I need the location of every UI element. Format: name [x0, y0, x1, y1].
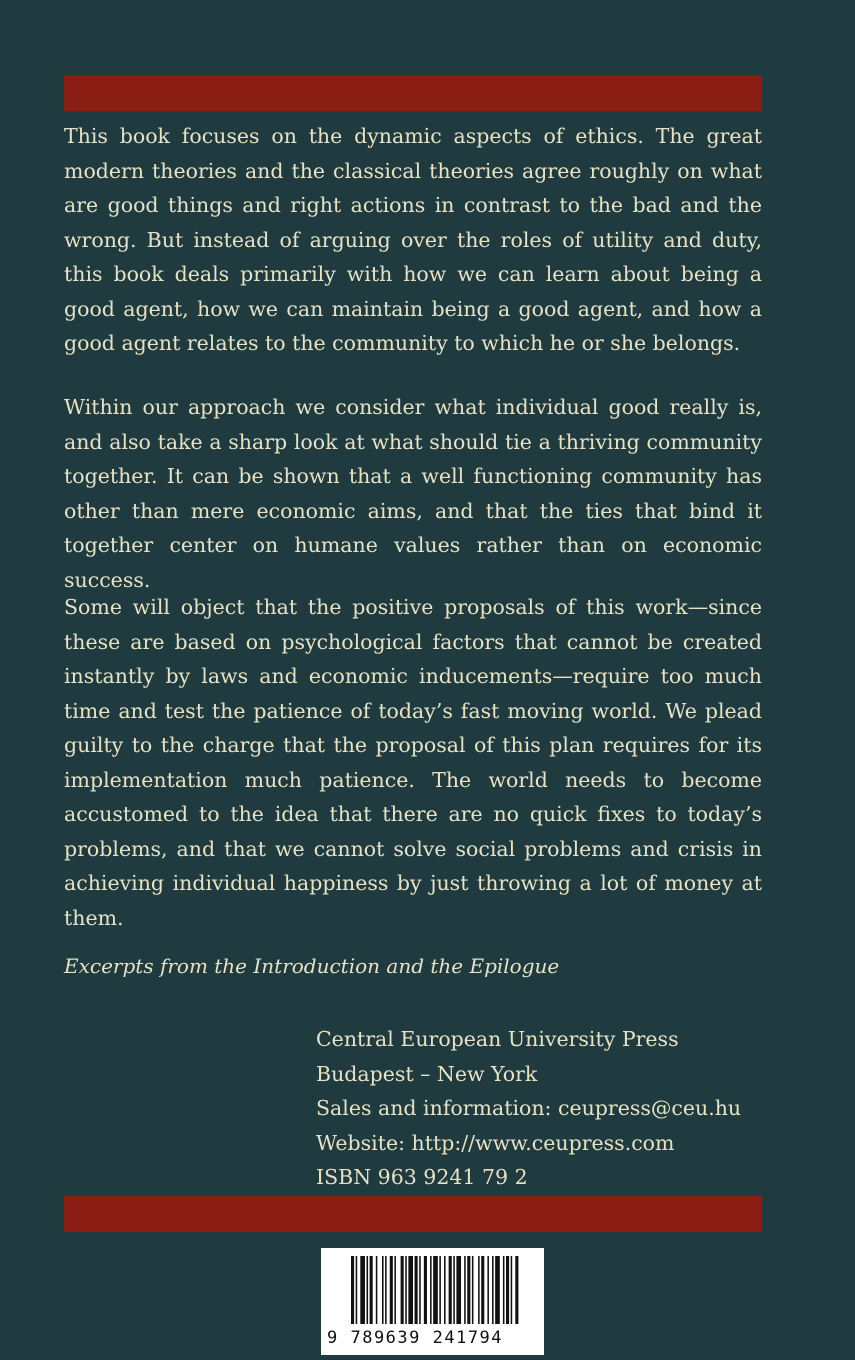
barcode-bar [515, 1256, 518, 1324]
barcode-bar [456, 1256, 461, 1324]
barcode-bar [487, 1256, 489, 1324]
barcode-bar [390, 1256, 393, 1324]
barcode-bar [433, 1256, 438, 1324]
barcode-bar [385, 1256, 387, 1324]
publisher-sales-contact: Sales and information: ceupress@ceu.hu [316, 1096, 742, 1120]
barcode-bar [408, 1256, 413, 1324]
barcode-bar [351, 1256, 354, 1324]
blurb-paragraph-2: Within our approach we consider what individual good really is, and also take a sharp look at what should tie a thriving community together. It can be shown that a well functioning community has other than mere economic aims, and that the ties that bind it together center on humane values rather than on economic success. [64, 395, 762, 592]
barcode-bar [464, 1256, 466, 1324]
barcode-bar [367, 1256, 369, 1324]
barcode-bar [360, 1256, 365, 1324]
bottom-accent-bar [64, 1196, 762, 1232]
barcode-bar [467, 1256, 470, 1324]
excerpt-note: Excerpts from the Introduction and the Epilogue [64, 954, 560, 978]
isbn: ISBN 963 9241 79 2 [316, 1165, 528, 1189]
barcode-bar [492, 1256, 494, 1324]
blurb-paragraph-1: This book focuses on the dynamic aspects of ethics. The great modern theories and the classical theories agree roughly on what are good things and right actions in contrast to the bad and the wrong. But instead of arguing over the roles of utility and duty, this book deals primarily with how we can learn about being a good agent, how we can maintain being a good agent, and how a good agent relates to the community to which he or she belongs. [64, 124, 762, 355]
barcode-bar [394, 1256, 396, 1324]
barcode-bar [472, 1256, 474, 1324]
publisher-info [316, 1022, 741, 1195]
barcode-digits: 9 789639 241794 [327, 1328, 504, 1348]
barcode-bar [444, 1256, 446, 1324]
barcode-bar [376, 1256, 378, 1324]
barcode-bar [503, 1256, 505, 1324]
barcode-bar [419, 1256, 421, 1324]
barcode-bar [370, 1256, 373, 1324]
barcode-bar [449, 1256, 452, 1324]
barcode-bar [405, 1256, 407, 1324]
top-accent-bar [64, 75, 762, 111]
barcode-bar [430, 1256, 432, 1324]
barcode [321, 1248, 544, 1355]
publisher-website: Website: http://www.ceupress.com [316, 1130, 675, 1155]
barcode-bar [478, 1256, 480, 1324]
blurb-paragraph-3: Some will object that the positive proposals of this work—since these are based on psychological factors that cannot be created instantly by laws and economic inducements—require too much time and test the patience of today’s fast moving world. We plead guilty to the charge that the proposal of this plan requires for its implementation much patience. The world needs to become accustomed to the idea that there are no quick fixes to today’s problems, and that we cannot solve social problems and crisis in achieving individual happiness by just throwing a lot of money at them. [64, 595, 762, 930]
barcode-bar [453, 1256, 455, 1324]
barcode-bar [495, 1256, 500, 1324]
barcode-bar [481, 1256, 484, 1324]
publisher-cities: Budapest – New York [316, 1061, 538, 1086]
barcode-bar [382, 1256, 384, 1324]
barcode-bar [439, 1256, 441, 1324]
barcode-bar [511, 1256, 513, 1324]
barcode-bar [424, 1256, 427, 1324]
barcode-bar [415, 1256, 418, 1324]
barcode-bar [401, 1256, 404, 1324]
barcode-bar [356, 1256, 358, 1324]
publisher-name: Central European University Press [316, 1027, 679, 1051]
barcode-bar [506, 1256, 509, 1324]
